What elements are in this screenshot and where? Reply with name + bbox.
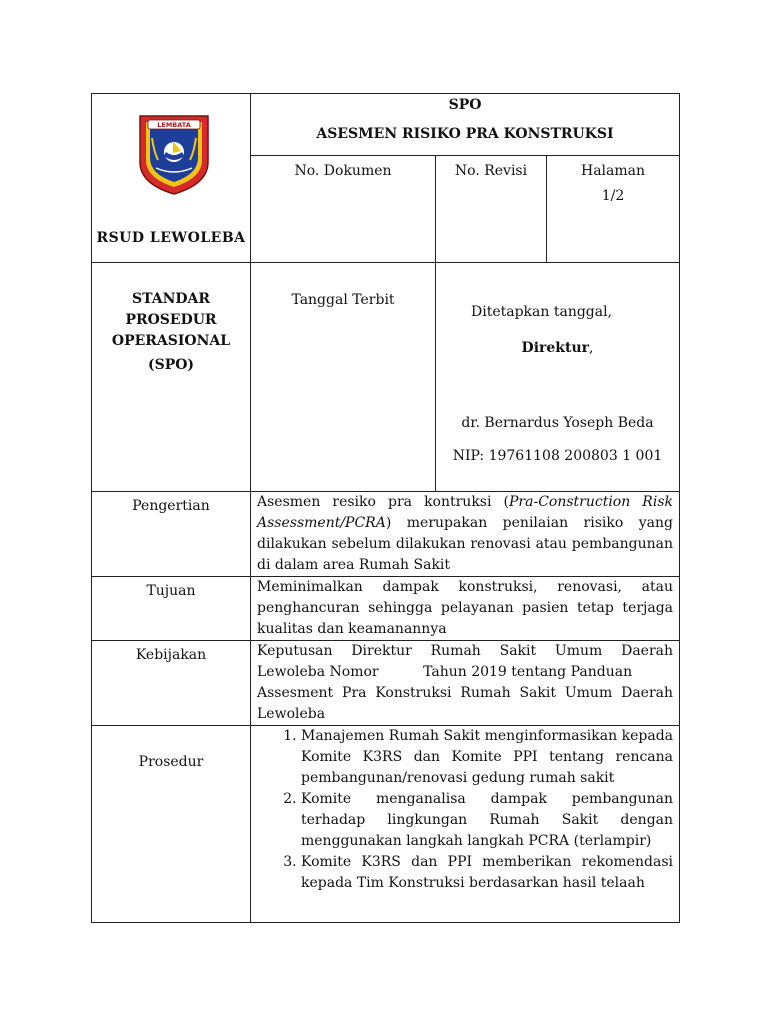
prosedur-label-cell <box>92 726 251 923</box>
spo-label-cell <box>92 263 251 492</box>
halaman-label: Halaman <box>580 163 646 179</box>
prosedur-text-cell <box>251 726 680 923</box>
title-cell <box>251 94 680 156</box>
halaman-cell <box>547 156 680 263</box>
kebijakan-line-1: Keputusan Direktur Rumah Sakit Umum Daerah <box>257 643 674 659</box>
pengertian-text-italic: Pra-Construction Risk Assessment/PCRA <box>257 494 673 531</box>
spo-line-standar: STANDAR <box>131 291 211 307</box>
spo-document-table <box>91 93 680 923</box>
spo-line-operasional: OPERASIONAL <box>111 333 231 349</box>
ditetapkan-text: Ditetapkan tanggal, <box>471 304 613 320</box>
doc-type: SPO <box>448 97 482 113</box>
no-revisi-cell <box>436 156 547 263</box>
pengertian-text-cell <box>251 492 680 577</box>
direktur-label: Direktur <box>521 340 590 356</box>
pengertian-label-cell <box>92 492 251 577</box>
spo-line-abbr: (SPO) <box>147 357 195 373</box>
kebijakan-label: Kebijakan <box>135 647 207 663</box>
no-revisi-label: No. Revisi <box>454 163 528 179</box>
direktur-comma: , <box>589 340 594 356</box>
no-dokumen-label: No. Dokumen <box>294 163 392 179</box>
logo-banner-text: LEMBATA <box>157 121 191 129</box>
institution-name: RSUD LEWOLEBA <box>96 230 246 246</box>
tanggal-terbit-label: Tanggal Terbit <box>291 292 395 308</box>
tujuan-label-cell <box>92 577 251 641</box>
kebijakan-label-cell <box>92 641 251 726</box>
prosedur-list <box>251 726 679 894</box>
pengertian-text-pre: Asesmen resiko pra kontruksi ( <box>257 494 509 510</box>
tujuan-text: Meminimalkan dampak konstruksi, renovasi, atau penghancuran sehingga pelayanan pasien tetap terjaga kualitas dan keamanannya <box>257 579 674 637</box>
spo-line-prosedur: PROSEDUR <box>125 312 217 328</box>
kebijakan-line-2: Lewoleba Nomor Tahun 2019 tentang Panduan <box>257 664 633 680</box>
direktur-name: dr. Bernardus Yoseph Beda <box>461 415 654 431</box>
kebijakan-text-cell <box>251 641 680 726</box>
tujuan-text-cell <box>251 577 680 641</box>
direktur-title <box>436 338 679 359</box>
direktur-nip: NIP: 19761108 200803 1 001 <box>452 448 663 464</box>
regency-emblem-icon <box>136 112 212 196</box>
logo-cell <box>92 94 251 263</box>
no-dokumen-cell <box>251 156 436 263</box>
tanggal-terbit-cell <box>251 263 436 492</box>
tujuan-label: Tujuan <box>146 583 196 599</box>
pengertian-text-post: ) merupakan penilaian risiko yang dilakukan sebelum dilakukan renovasi atau pembangunan di dalam area Rumah Sakit <box>257 515 674 573</box>
pengesahan-cell <box>436 263 680 492</box>
prosedur-item: 1. Manajemen Rumah Sakit menginformasikan kepada Komite K3RS dan Komite PPI tentang rencana pembangunan/renovasi gedung rumah sakit <box>301 726 673 789</box>
pengertian-label: Pengertian <box>132 498 210 514</box>
halaman-value: 1/2 <box>601 188 625 204</box>
prosedur-label: Prosedur <box>138 754 204 770</box>
kebijakan-line-3: Assesment Pra Konstruksi Rumah Sakit Umum Daerah Lewoleba <box>257 685 674 722</box>
prosedur-item: 2. Komite menganalisa dampak pembangunan terhadap lingkungan Rumah Sakit dengan menggunakan langkah langkah PCRA (terlampir) <box>301 789 673 852</box>
doc-title: ASESMEN RISIKO PRA KONSTRUKSI <box>316 126 614 142</box>
pengertian-text <box>251 492 679 576</box>
prosedur-item: 3. Komite K3RS dan PPI memberikan rekomendasi kepada Tim Konstruksi berdasarkan hasil telaah <box>301 852 673 894</box>
